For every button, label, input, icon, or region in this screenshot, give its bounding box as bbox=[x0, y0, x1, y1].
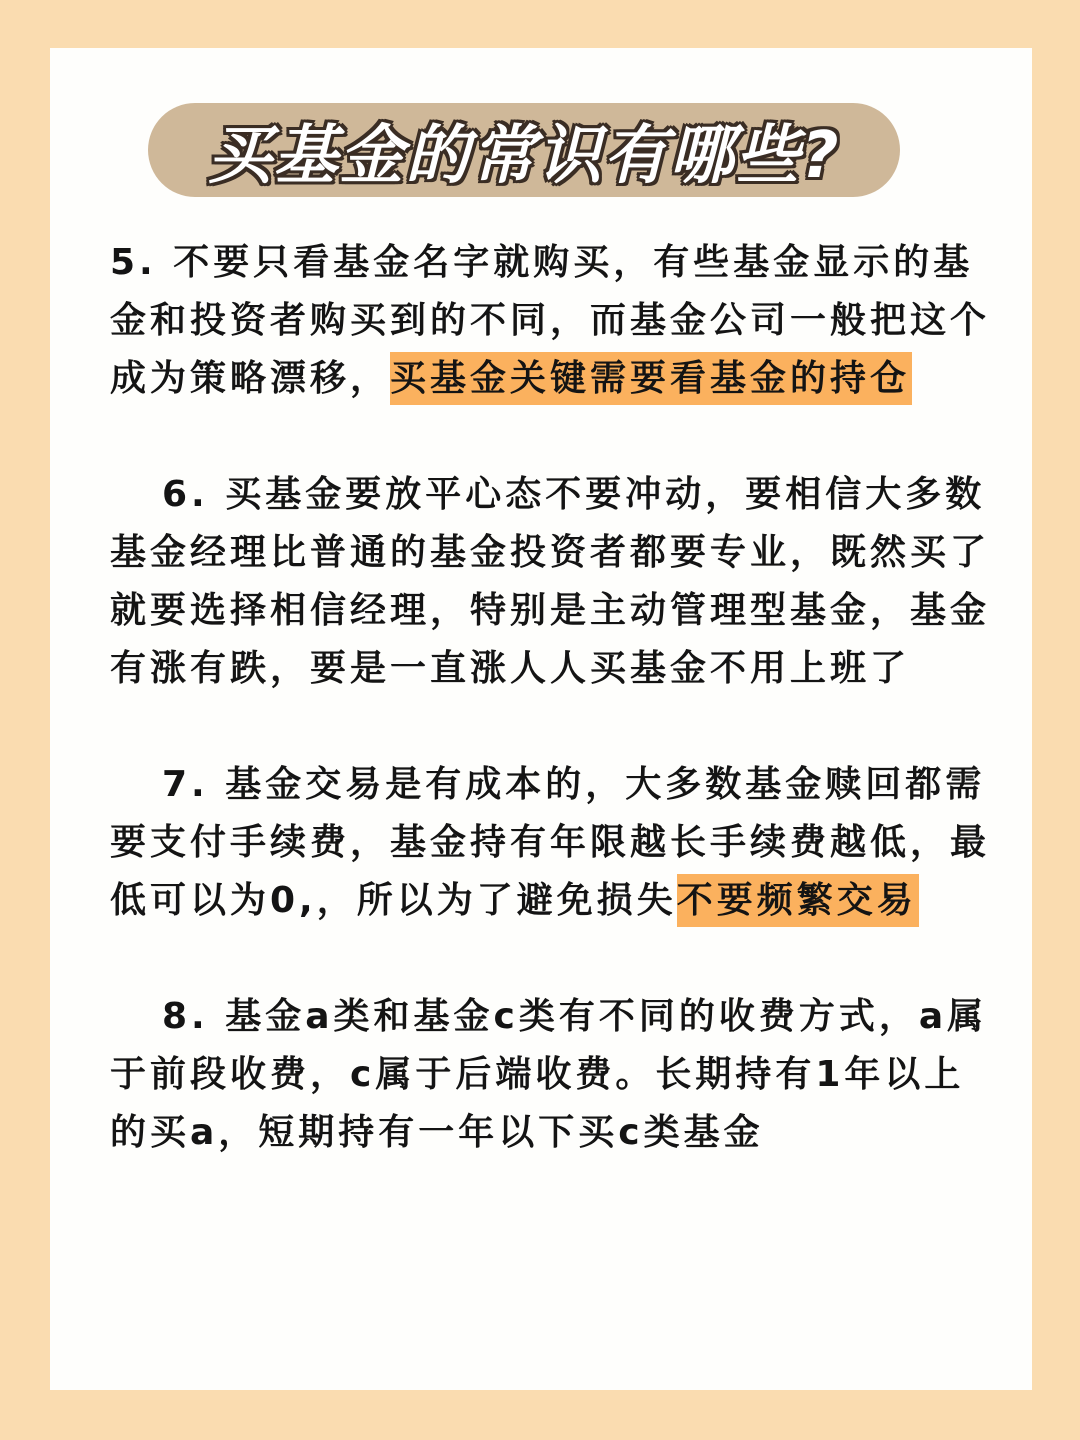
paragraph-7-text: 7. 基金交易是有成本的，大多数基金赎回都需要支付手续费，基金持有年限越长手续费越低，最低可以为0,，所以为了避免损失 bbox=[110, 764, 991, 921]
paragraph-8 bbox=[110, 988, 990, 1162]
title-banner bbox=[148, 103, 900, 197]
content-card bbox=[50, 48, 1032, 1390]
paragraph-7 bbox=[110, 756, 990, 930]
article-body bbox=[110, 234, 990, 1220]
paragraph-5-text: 5. 不要只看基金名字就购买，有些基金显示的基金和投资者购买到的不同，而基金公司一般把这个成为策略漂移， bbox=[110, 242, 991, 399]
paragraph-6 bbox=[110, 466, 990, 698]
paragraph-7-highlight: 不要频繁交易 bbox=[677, 874, 919, 927]
paragraph-6-text: 6. 买基金要放平心态不要冲动，要相信大多数基金经理比普通的基金投资者都要专业，既然买了就要选择相信经理，特别是主动管理型基金，基金有涨有跌，要是一直涨人人买基金不用上班了 bbox=[110, 474, 991, 689]
paragraph-5-highlight: 买基金关键需要看基金的持仓 bbox=[390, 352, 912, 405]
paragraph-5 bbox=[110, 234, 990, 408]
page-title: 买基金的常识有哪些? bbox=[207, 119, 841, 193]
paragraph-8-text: 8. 基金a类和基金c类有不同的收费方式，a属于前段收费，c属于后端收费。长期持有1年以上的买a，短期持有一年以下买c类基金 bbox=[110, 996, 988, 1153]
